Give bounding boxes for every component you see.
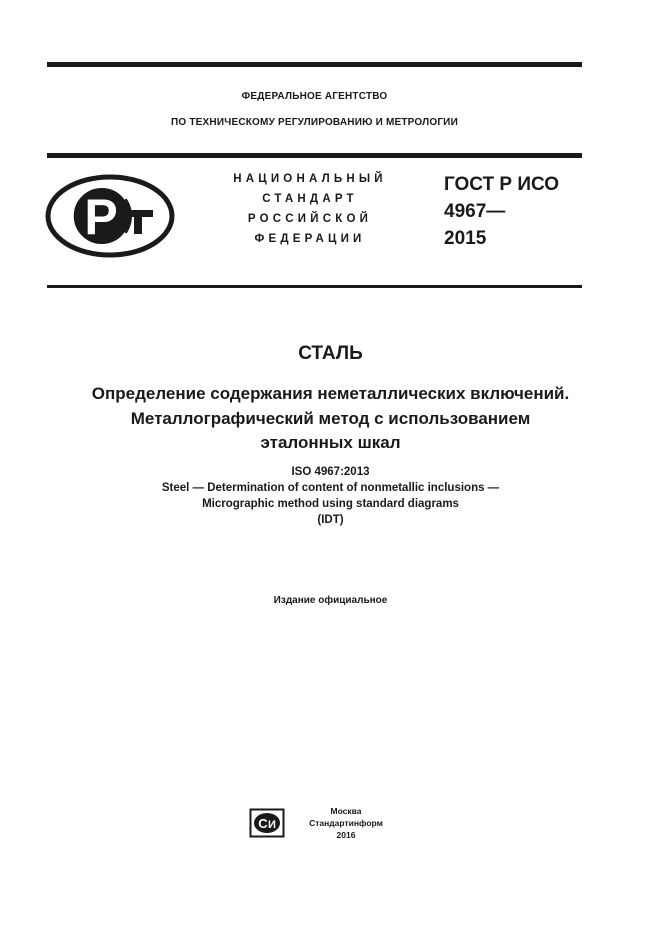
designation-line-3: 2015 [444,228,487,249]
document-title: СТАЛЬ [298,343,363,364]
svg-text:И: И [268,819,276,831]
subtitle-line-1: Определение содержания неметаллических включений. [91,384,570,403]
publication-year: 2016 [336,830,356,840]
publisher-name: Стандартинформ [309,818,383,828]
subtitle-line-2: Металлографический метод с использованием [130,409,531,428]
edition-label: Издание официальное [273,595,388,606]
national-standard-line-4: ФЕДЕРАЦИИ [254,233,366,245]
publisher-city: Москва [330,806,362,816]
svg-text:С: С [258,816,268,831]
svg-text:Р: Р [84,189,118,245]
designation-line-2: 4967— [444,201,506,222]
gost-r-certification-mark-icon [45,174,175,258]
idt-label: (IDT) [317,514,344,526]
english-title-line-2: Micrographic method using standard diagrams [202,498,459,510]
subtitle-line-3: эталонных шкал [260,433,401,452]
national-standard-line-2: СТАНДАРТ [262,193,358,205]
top-rule [47,62,582,67]
iso-reference: ISO 4967:2013 [291,466,370,478]
national-standard-line-1: НАЦИОНАЛЬНЫЙ [233,173,387,185]
standartinform-logo-icon [249,808,285,838]
national-standard-line-3: РОССИЙСКОЙ [247,213,373,225]
english-title-line-1: Steel — Determination of content of nonmetallic inclusions — [161,482,500,494]
header-rule [47,153,582,158]
divider-rule [47,285,582,288]
agency-line-2: ПО ТЕХНИЧЕСКОМУ РЕГУЛИРОВАНИЮ И МЕТРОЛОГИИ [171,117,458,128]
designation-line-1: ГОСТ Р ИСО [444,174,560,195]
agency-line-1: ФЕДЕРАЛЬНОЕ АГЕНТСТВО [241,91,388,102]
